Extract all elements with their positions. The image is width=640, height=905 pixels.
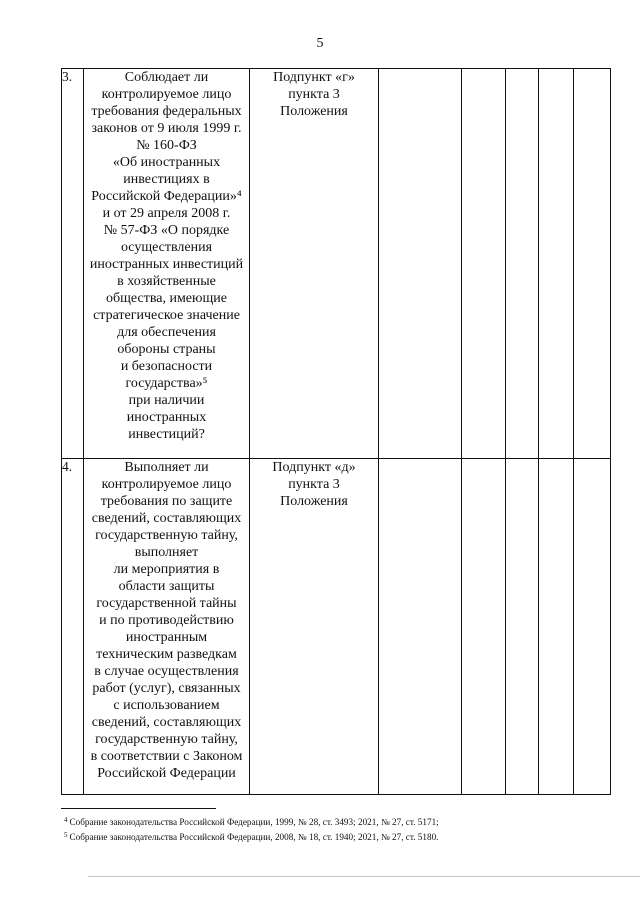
row-number: 3.: [62, 69, 84, 459]
answer-cell: [506, 459, 539, 795]
reference-cell: Подпункт «д» пункта 3 Положения: [250, 459, 379, 795]
answer-cell: [506, 69, 539, 459]
answer-cell: [574, 69, 611, 459]
row-number: 4.: [62, 459, 84, 795]
checklist-table: [61, 68, 611, 795]
question-cell: Выполняет ли контролируемое лицо требования по защите сведений, составляющих государственную тайну, выполняет ли мероприятия в области защиты государственной тайны и по противодействию иностранным техническим разведкам в случае осуществления работ (услуг), связанных с использованием сведений, составляющих государственную тайну, в соответствии с Законом Российской Федерации: [84, 459, 250, 795]
table-row: [62, 69, 611, 459]
answer-cell: [539, 459, 574, 795]
footnote-mark: 4: [64, 816, 68, 824]
page-number: 5: [316, 36, 324, 51]
scan-edge-line: [88, 876, 640, 877]
footnote-mark: 5: [64, 831, 68, 839]
footnote-item: [64, 814, 439, 829]
answer-cell: [539, 69, 574, 459]
footnote-text: Собрание законодательства Российской Федерации, 1999, № 28, ст. 3493; 2021, № 27, ст. 5171;: [69, 817, 439, 827]
answer-cell: [574, 459, 611, 795]
question-cell: Соблюдает ли контролируемое лицо требования федеральных законов от 9 июля 1999 г. № 160-ФЗ «Об иностранных инвестициях в Российской Федерации»⁴ и от 29 апреля 2008 г. № 57-ФЗ «О порядке осуществления иностранных инвестиций в хозяйственные общества, имеющие стратегическое значение для обеспечения обороны страны и безопасности государства»⁵ при наличии иностранных инвестиций?: [84, 69, 250, 459]
footnote-item: [64, 829, 439, 844]
answer-cell: [462, 459, 506, 795]
footnotes: [64, 814, 439, 844]
answer-cell: [379, 69, 462, 459]
answer-cell: [379, 459, 462, 795]
reference-cell: Подпункт «г» пункта 3 Положения: [250, 69, 379, 459]
footnote-text: Собрание законодательства Российской Федерации, 2008, № 18, ст. 1940; 2021, № 27, ст. 5180.: [69, 832, 439, 842]
table-row: [62, 459, 611, 795]
answer-cell: [462, 69, 506, 459]
footnote-separator: [61, 808, 216, 809]
